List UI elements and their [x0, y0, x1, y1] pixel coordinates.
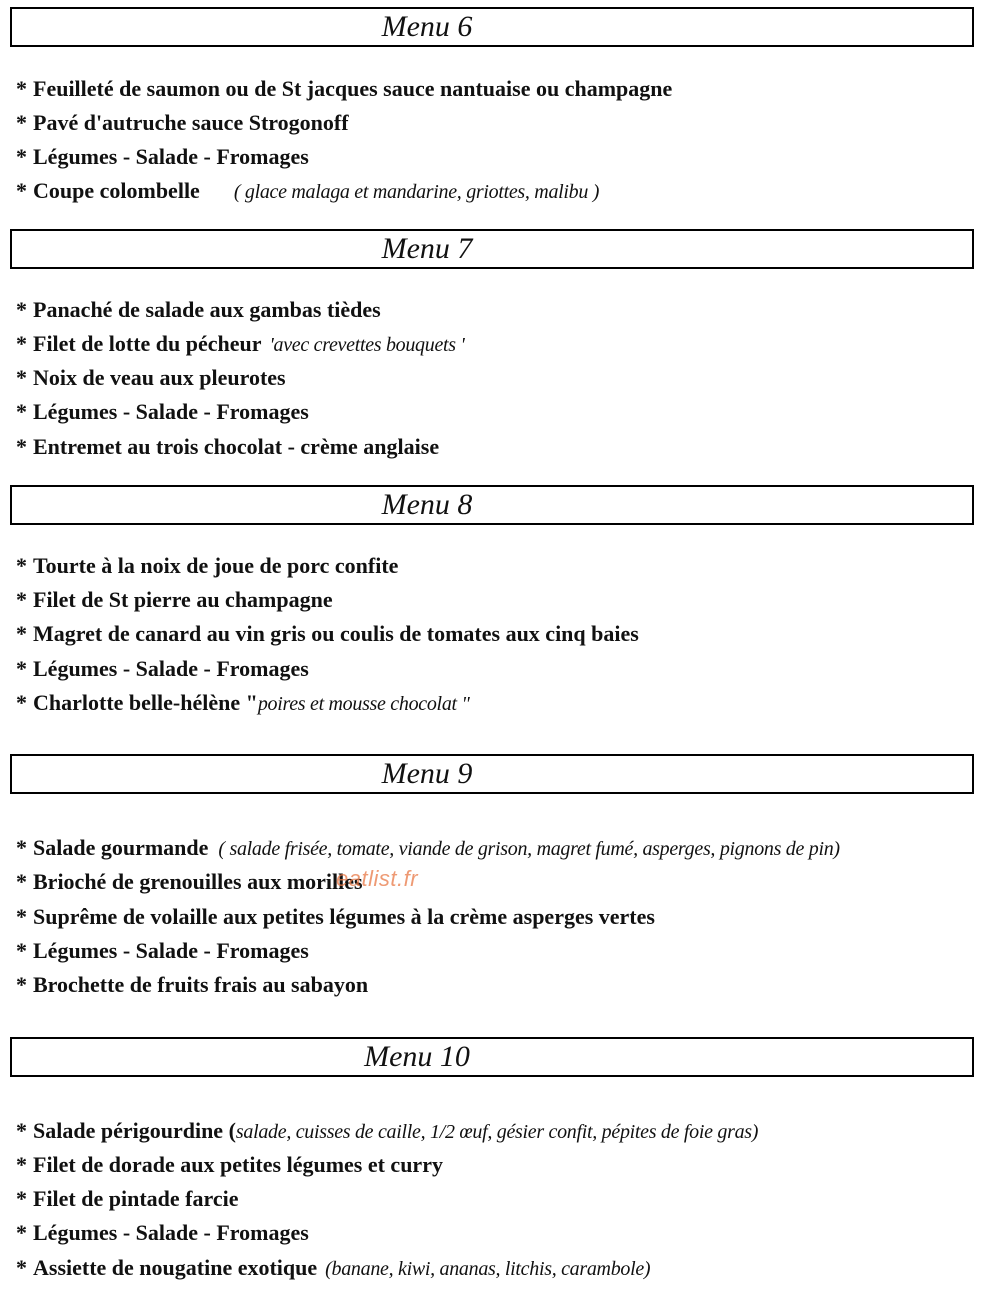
menu-7-header	[10, 229, 974, 269]
menu-title: Menu 7	[381, 232, 473, 265]
dish-name: Filet de lotte du pécheur	[33, 331, 262, 356]
bullet-star: *	[16, 297, 27, 322]
dish-name: Légumes - Salade - Fromages	[33, 1220, 309, 1245]
menu-title: Menu 6	[381, 10, 473, 43]
dish-name: Assiette de nougatine exotique	[33, 1255, 318, 1280]
menu-item	[16, 656, 309, 682]
menu-item	[16, 178, 599, 204]
dish-name: Entremet au trois chocolat - crème anglaise	[33, 434, 440, 459]
menu-item	[16, 587, 333, 613]
dish-name: Filet de dorade aux petites légumes et curry	[33, 1152, 443, 1177]
dish-name: Tourte à la noix de joue de porc confite	[33, 553, 399, 578]
menu-title: Menu 8	[381, 488, 473, 521]
bullet-star: *	[16, 144, 27, 169]
bullet-star: *	[16, 365, 27, 390]
menu-item	[16, 76, 672, 102]
dish-name: Légumes - Salade - Fromages	[33, 399, 309, 424]
bullet-star: *	[16, 1255, 27, 1280]
menu-item	[16, 1118, 758, 1144]
dish-note: salade, cuisses de caille, 1/2 œuf, gésier confit, pépites de foie gras)	[235, 1121, 759, 1143]
dish-note: poires et mousse chocolat "	[257, 693, 470, 715]
menu-item	[16, 434, 439, 460]
dish-name: Panaché de salade aux gambas tièdes	[33, 297, 381, 322]
menu-item	[16, 553, 398, 579]
menu-item	[16, 144, 309, 170]
bullet-star: *	[16, 1118, 27, 1143]
menu-8-header	[10, 485, 974, 525]
bullet-star: *	[16, 972, 27, 997]
bullet-star: *	[16, 835, 27, 860]
watermark: eatlist.fr	[336, 866, 419, 891]
bullet-star: *	[16, 178, 27, 203]
bullet-star: *	[16, 1220, 27, 1245]
dish-name: Brochette de fruits frais au sabayon	[33, 972, 369, 997]
dish-name: Suprême de volaille aux petites légumes à la crème asperges vertes	[33, 904, 655, 929]
menu-item	[16, 938, 309, 964]
dish-name: Salade gourmande	[33, 835, 209, 860]
menu-item	[16, 1186, 239, 1212]
dish-name: Légumes - Salade - Fromages	[33, 938, 309, 963]
bullet-star: *	[16, 690, 27, 715]
bullet-star: *	[16, 869, 27, 894]
dish-name: Magret de canard au vin gris ou coulis de tomates aux cinq baies	[33, 621, 639, 646]
bullet-star: *	[16, 399, 27, 424]
menu-item	[16, 835, 840, 861]
menu-item	[16, 365, 286, 391]
menu-item	[16, 1255, 650, 1281]
bullet-star: *	[16, 656, 27, 681]
bullet-star: *	[16, 621, 27, 646]
menu-10-header	[10, 1037, 974, 1077]
menu-6-header	[10, 7, 974, 47]
bullet-star: *	[16, 331, 27, 356]
menu-title: Menu 9	[381, 757, 473, 790]
dish-name: Charlotte belle-hélène "	[33, 690, 258, 715]
bullet-star: *	[16, 553, 27, 578]
dish-name: Filet de pintade farcie	[33, 1186, 239, 1211]
menu-item	[16, 331, 464, 357]
dish-name: Coupe colombelle	[33, 178, 200, 203]
bullet-star: *	[16, 587, 27, 612]
bullet-star: *	[16, 110, 27, 135]
bullet-star: *	[16, 76, 27, 101]
dish-name: Légumes - Salade - Fromages	[33, 144, 309, 169]
dish-name: Pavé d'autruche sauce Strogonoff	[33, 110, 349, 135]
menu-item	[16, 399, 309, 425]
menu-item	[16, 1220, 309, 1246]
bullet-star: *	[16, 938, 27, 963]
menu-item	[16, 621, 639, 647]
dish-name: Noix de veau aux pleurotes	[33, 365, 286, 390]
bullet-star: *	[16, 434, 27, 459]
menu-item	[16, 690, 470, 716]
menu-item	[16, 869, 363, 895]
dish-name: Légumes - Salade - Fromages	[33, 656, 309, 681]
bullet-star: *	[16, 1152, 27, 1177]
dish-note: (banane, kiwi, ananas, litchis, carambole)	[325, 1258, 651, 1280]
dish-name: Filet de St pierre au champagne	[33, 587, 333, 612]
menu-item	[16, 110, 349, 136]
dish-name: Brioché de grenouilles aux morilles	[33, 869, 363, 894]
menu-item	[16, 297, 381, 323]
menu-title: Menu 10	[364, 1040, 470, 1073]
menu-item	[16, 904, 655, 930]
menu-item	[16, 1152, 443, 1178]
dish-note: ( salade frisée, tomate, viande de grison, magret fumé, asperges, pignons de pin)	[218, 838, 840, 860]
dish-name: Salade périgourdine (	[33, 1118, 236, 1143]
dish-note: ( glace malaga et mandarine, griottes, malibu )	[233, 181, 600, 203]
menu-9-header	[10, 754, 974, 794]
bullet-star: *	[16, 1186, 27, 1211]
dish-name: Feuilleté de saumon ou de St jacques sauce nantuaise ou champagne	[33, 76, 673, 101]
menu-item	[16, 972, 368, 998]
dish-note: 'avec crevettes bouquets '	[269, 334, 465, 356]
bullet-star: *	[16, 904, 27, 929]
